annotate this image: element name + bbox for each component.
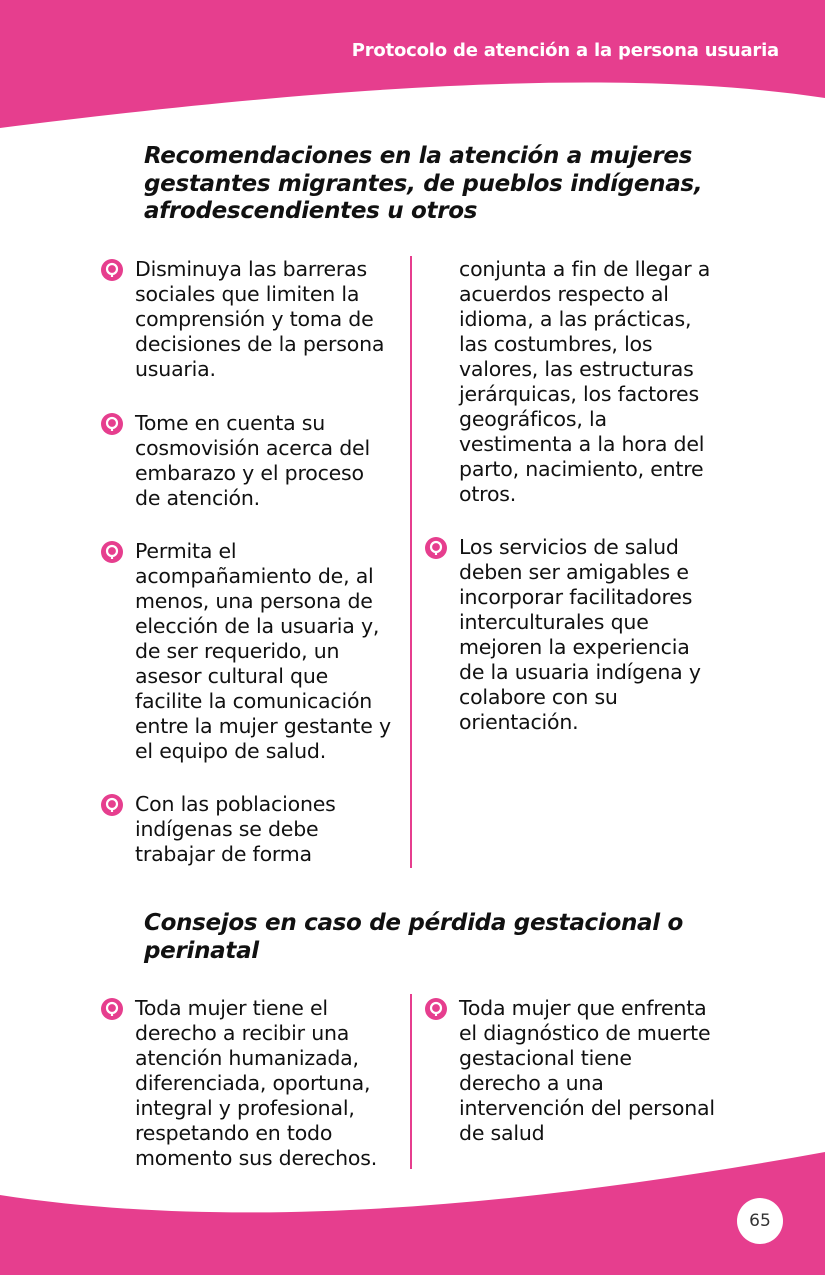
section1-right-column <box>425 257 717 735</box>
footer-band <box>0 1140 825 1275</box>
page-number: 65 <box>737 1198 783 1244</box>
section1-left-column <box>101 257 393 867</box>
list-item <box>101 539 393 764</box>
location-pin-icon <box>425 998 447 1020</box>
list-item-text: Con las poblaciones indígenas se debe trabajar de forma <box>135 792 336 866</box>
location-pin-icon <box>101 259 123 281</box>
list-item <box>101 792 393 867</box>
location-pin-icon <box>101 413 123 435</box>
list-item-text: Tome en cuenta su cosmovisión acerca del embarazo y el proceso de atención. <box>135 411 370 510</box>
section-title-recomendaciones: Recomendaciones en la atención a mujeres gestantes migrantes, de pueblos indígenas, afrodescendientes u otros <box>144 143 703 224</box>
list-item <box>425 535 717 735</box>
list-item-text: Disminuya las barreras sociales que limiten la comprensión y toma de decisiones de la persona usuaria. <box>135 257 385 381</box>
list-item-text: conjunta a fin de llegar a acuerdos respecto al idioma, a las prácticas, las costumbres, los valores, las estructuras jerárquicas, los factores geográficos, la vestimenta a la hora del parto, nacimiento, entre otros. <box>459 257 711 506</box>
header-title: Protocolo de atención a la persona usuaria <box>351 40 779 61</box>
section-title-consejos: Consejos en caso de pérdida gestacional o perinatal <box>144 910 684 964</box>
list-item-text: Permita el acompañamiento de, al menos, una persona de elección de la usuaria y, de ser requerido, un asesor cultural que facilite la comunicación entre la mujer gestante y el equipo de salud. <box>135 539 391 763</box>
list-item-text: Toda mujer tiene el derecho a recibir una atención humanizada, diferenciada, oportuna, integral y profesional, respetando en todo momento sus derechos. <box>135 996 378 1170</box>
column-divider <box>410 256 412 868</box>
list-item-text: Los servicios de salud deben ser amigables e incorporar facilitadores interculturales que mejoren la experiencia de la usuaria indígena y colabore con su orientación. <box>459 535 701 734</box>
list-item <box>425 996 717 1146</box>
header-band <box>0 0 825 140</box>
location-pin-icon <box>101 794 123 816</box>
location-pin-icon <box>101 998 123 1020</box>
list-item <box>101 411 393 511</box>
location-pin-icon <box>425 537 447 559</box>
list-item-continuation <box>425 257 717 507</box>
section2-right-column <box>425 996 717 1146</box>
list-item <box>101 257 393 382</box>
list-item-text: Toda mujer que enfrenta el diagnóstico de muerte gestacional tiene derecho a una intervención del personal de salud <box>459 996 715 1145</box>
location-pin-icon <box>101 541 123 563</box>
